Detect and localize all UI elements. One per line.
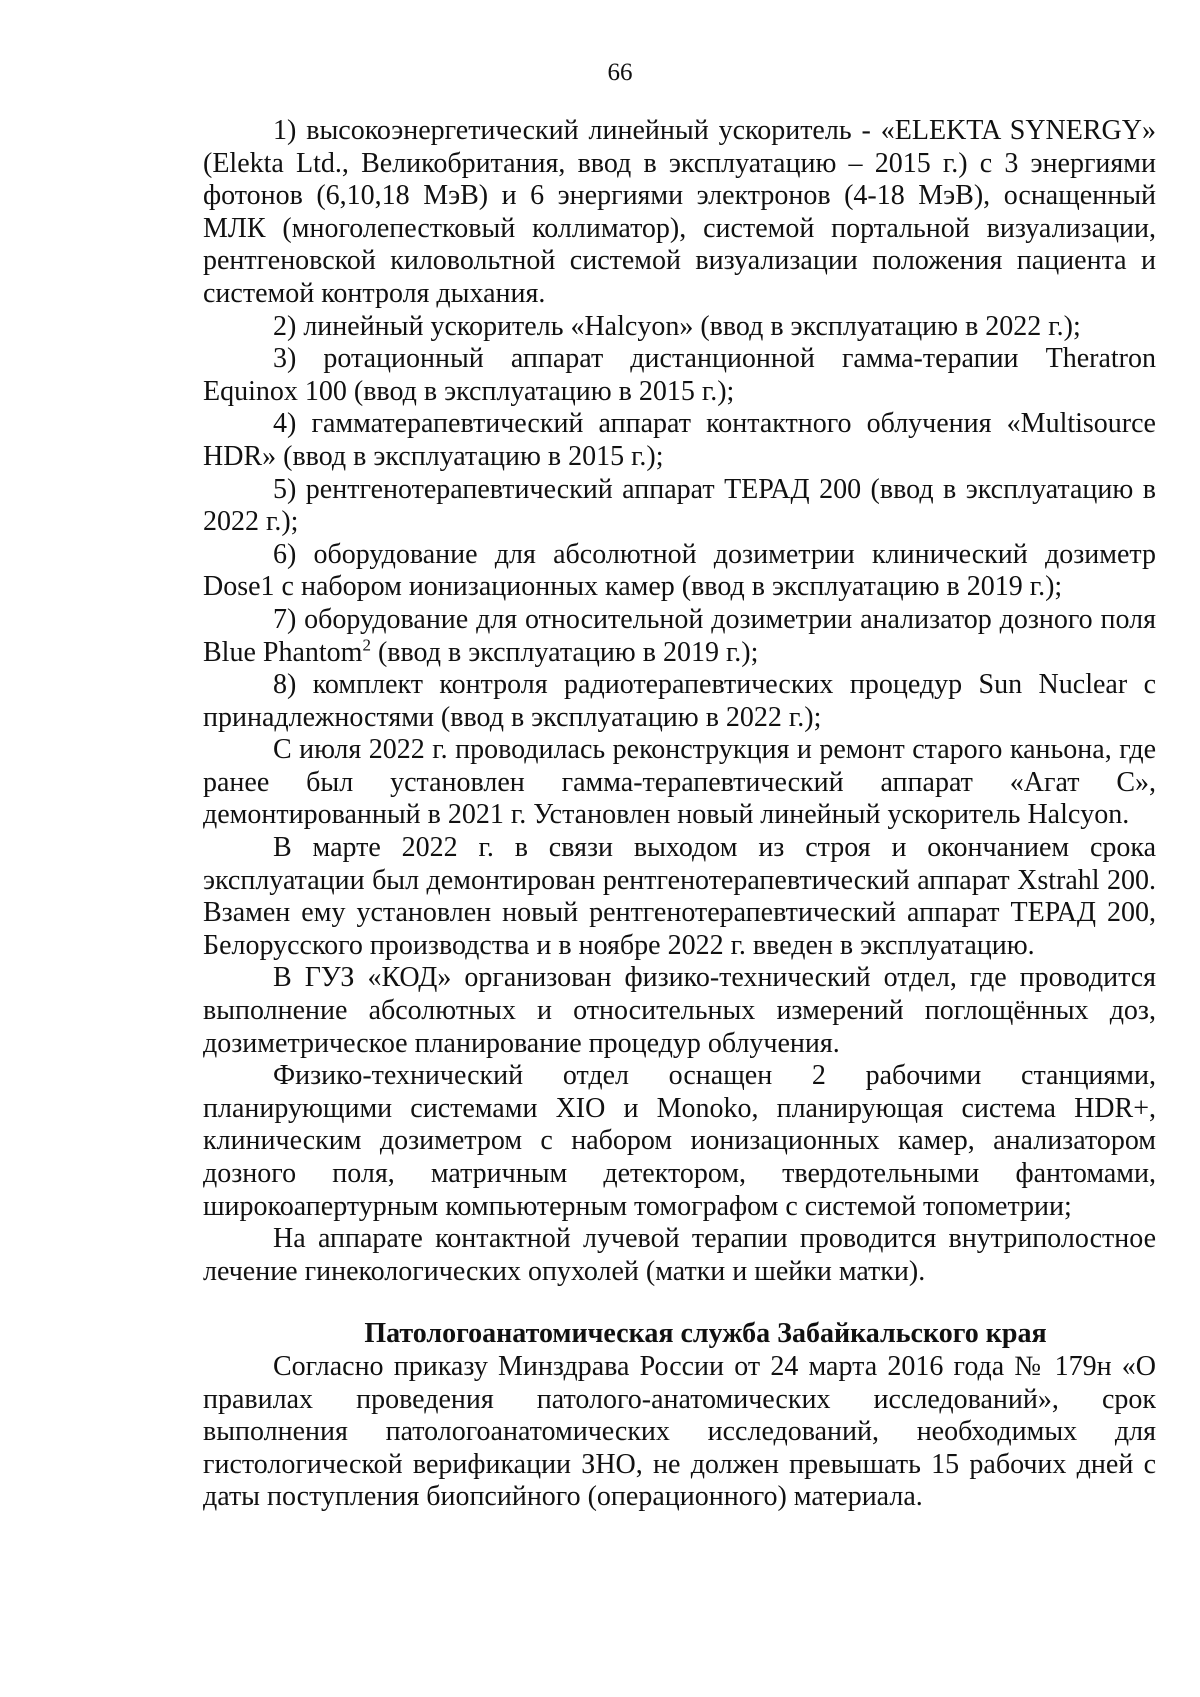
- list-item-multisource: 4) гамматерапевтический аппарат контактного облучения «Multisource HDR» (ввод в эксплуатацию в 2015 г.);: [203, 408, 1156, 472]
- document-body: [203, 115, 1156, 1514]
- paragraph-reconstruction: С июля 2022 г. проводилась реконструкция и ремонт старого каньона, где ранее был установлен гамма-терапевтический аппарат «Агат С», демонтированный в 2021 г. Установлен новый линейный ускоритель Halcyon.: [203, 734, 1156, 831]
- section-heading: Патологоанатомическая служба Забайкальского края: [364, 1318, 1047, 1350]
- list-item-terad: 5) рентгенотерапевтический аппарат ТЕРАД 200 (ввод в эксплуатацию в 2022 г.);: [203, 473, 1156, 538]
- list-item-halcyon: 2) линейный ускоритель «Halcyon» (ввод в эксплуатацию в 2022 г.);: [273, 310, 1081, 342]
- page-number: 66: [607, 59, 633, 86]
- list-item-dose1: 6) оборудование для абсолютной дозиметрии клинический дозиметр Dose1 с набором ионизационных камер (ввод в эксплуатацию в 2019 г.);: [203, 538, 1156, 603]
- paragraph-xstrahl: В марте 2022 г. в связи выходом из строя и окончанием срока эксплуатации был демонтирован рентгенотерапевтический аппарат Xstrahl 200. Взамен ему установлен новый рентгенотерапевтический аппарат ТЕРАД 200, Белорусского производства и в ноябре 2022 г. введен в эксплуатацию.: [203, 832, 1156, 961]
- list-item-sun-nuclear: 8) комплект контроля радиотерапевтических процедур Sun Nuclear с принадлежностями (ввод в эксплуатацию в 2022 г.);: [203, 669, 1156, 733]
- paragraph-pathology: Согласно приказу Минздрава России от 24 марта 2016 года № 179н «О правилах проведения патолого-анатомических исследований», срок выполнения патологоанатомических исследований, необходимых для гистологической верификации ЗНО, не должен превышать 15 рабочих дней с даты поступления биопсийного (операционного) материала.: [203, 1350, 1156, 1513]
- paragraph-brachytherapy: На аппарате контактной лучевой терапии проводится внутриполостное лечение гинекологических опухолей (матки и шейки матки).: [203, 1223, 1156, 1287]
- list-item-theratron: 3) ротационный аппарат дистанционной гамма-терапии Theratron Equinox 100 (ввод в эксплуатацию в 2015 г.);: [203, 343, 1156, 407]
- paragraph-physics-department: В ГУЗ «КОД» организован физико-технический отдел, где проводится выполнение абсолютных и относительных измерений поглощённых доз, дозиметрическое планирование процедур облучения.: [203, 962, 1156, 1059]
- list-item-blue-phantom: [203, 604, 1156, 669]
- list-item-elekta-synergy: 1) высокоэнергетический линейный ускоритель - «ELEKTA SYNERGY» (Elekta Ltd., Великобритания, ввод в эксплуатацию – 2015 г.) с 3 энергиями фотонов (6,10,18 МэВ) и 6 энергиями электронов (4-18 МэВ), оснащенный МЛК (многолепестковый коллиматор), системой портальной визуализации, рентгеновской киловольтной системой визуализации положения пациента и системой контроля дыхания.: [203, 115, 1156, 309]
- superscript-mark: 2: [362, 635, 371, 655]
- list-item-blue-phantom-text: 7) оборудование для относительной дозиметрии анализатор дозного поля Blue Phantom: [203, 603, 1156, 668]
- paragraph-equipment: Физико-технический отдел оснащен 2 рабочими станциями, планирующими системами XIO и Monoko, планирующая система HDR+, клиническим дозиметром с набором ионизационных камер, анализатором дозного поля, матричным детектором, твердотельными фантомами, широкоапертурным компьютерным томографом с системой топометрии;: [203, 1060, 1156, 1222]
- list-item-blue-phantom-tail: (ввод в эксплуатацию в 2019 г.);: [370, 636, 759, 668]
